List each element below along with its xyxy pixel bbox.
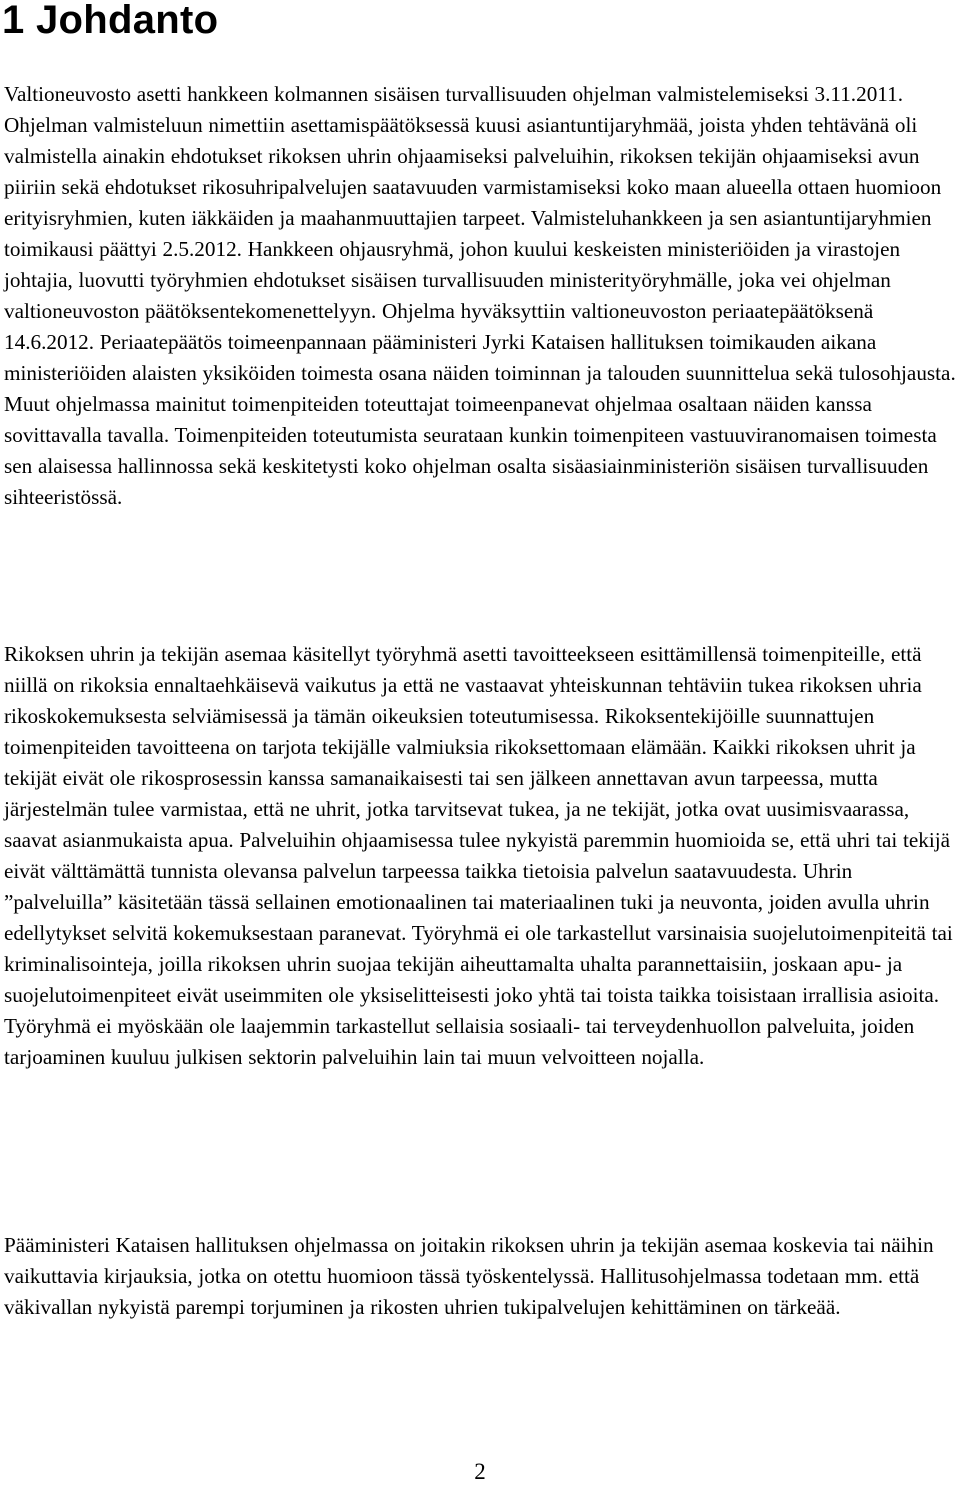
paragraph-introduction: Valtioneuvosto asetti hankkeen kolmannen sisäisen turvallisuuden ohjelman valmistelemiseksi 3.11.2011. Ohjelman valmisteluun nimettiin asettamispäätöksessä kuusi asiantuntijaryhmää, joista yhden tehtävänä oli valmistella ainakin ehdotukset rikoksen uhrin ohjaamiseksi palveluihin, rikoksen tekijän ohjaamiseksi avun piiriin sekä ehdotukset rikosuhripalvelujen saatavuuden varmistamiseksi koko maan alueella ottaen huomioon erityisryhmien, kuten iäkkäiden ja maahanmuuttajien tarpeet. Valmisteluhankkeen ja sen asiantuntijaryhmien toimikausi päättyi 2.5.2012. Hankkeen ohjausryhmä, johon kuului keskeisten ministeriöiden ja virastojen johtajia, luovutti työryhmien ehdotukset sisäisen turvallisuuden ministerityöryhmälle, joka vei ohjelman valtioneuvoston päätöksentekomenettelyyn. Ohjelma hyväksyttiin valtioneuvoston periaatepäätöksenä 14.6.2012. Periaatepäätös toimeenpannaan pääministeri Jyrki Kataisen hallituksen toimikauden aikana ministeriöiden alaisten yksiköiden toimesta osana näiden toiminnan ja talouden suunnittelua sekä tulosohjausta. Muut ohjelmassa mainitut toimenpiteiden toteuttajat toimeenpanevat ohjelmaa osaltaan näiden kanssa sovittavalla tavalla. Toimenpiteiden toteutumista seurataan kunkin toimenpiteen vastuuviranomaisen toimesta sen alaisessa hallinnossa sekä keskitetysti koko ohjelman osalta sisäasiainministeriön sisäisen turvallisuuden sihteeristössä. bbox=[4, 82, 956, 509]
paragraph-working-group-goals: Rikoksen uhrin ja tekijän asemaa käsitellyt työryhmä asetti tavoitteekseen esittämillensä toimenpiteille, että niillä on rikoksia ennaltaehkäisevä vaikutus ja että ne vastaavat yhteiskunnan tehtäviin tukea rikoksen uhria rikoskokemuksesta selviämisessä ja tämän oikeuksien toteutumisessa. Rikoksentekijöille suunnattujen toimenpiteiden tavoitteena on tarjota tekijälle valmiuksia rikoksettomaan elämään. Kaikki rikoksen uhrit ja tekijät eivät ole rikosprosessin kanssa samanaikaisesti tai sen jälkeen annettavan avun tarpeessa, mutta järjestelmän tulee varmistaa, että ne uhrit, jotka tarvitsevat tukea, ja ne tekijät, jotka ovat uusimisvaarassa, saavat asianmukaista apua. Palveluihin ohjaamisessa tulee nykyistä paremmin huomioida se, että uhri tai tekijä eivät välttämättä tunnista olevansa palvelun tarpeessa taikka tietoisia palvelun saatavuudesta. Uhrin ”palveluilla” käsitetään tässä sellainen emotionaalinen tai materiaalinen tuki ja neuvonta, joiden avulla uhrin edellytykset selvitä kokemuksestaan paranevat. Työryhmä ei ole tarkastellut varsinaisia suojelutoimenpiteitä tai kriminalisointeja, joilla rikoksen uhrin suojaa tekijän aiheuttamalta uhalta parannettaisiin, joskaan apu- ja suojelutoimenpiteet eivät useimmiten ole yksiselitteisesti joko yhtä tai toista taikka toisistaan irrallisia asioita. Työryhmä ei myöskään ole laajemmin tarkastellut sellaisia sosiaali- tai terveydenhuollon palveluita, joiden tarjoaminen kuuluu julkisen sektorin palveluihin lain tai muun velvoitteen nojalla. bbox=[4, 642, 953, 1069]
page-number: 2 bbox=[474, 1459, 486, 1484]
paragraph-government-programme: Pääministeri Kataisen hallituksen ohjelmassa on joitakin rikoksen uhrin ja tekijän asemaa koskevia tai näihin vaikuttavia kirjauksia, jotka on otettu huomioon tässä työskentelyssä. Hallitusohjelmassa todetaan mm. että väkivallan nykyistä parempi torjuminen ja rikosten uhrien tukipalvelujen kehittäminen on tärkeää. bbox=[4, 1233, 934, 1319]
section-heading: 1 Johdanto bbox=[2, 0, 219, 42]
